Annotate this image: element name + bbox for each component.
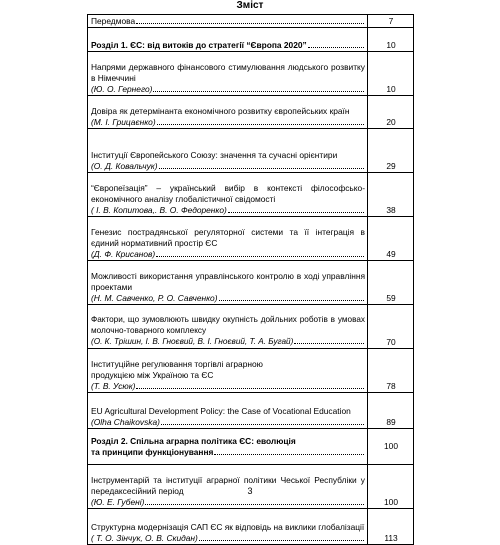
dot-leader xyxy=(136,23,364,24)
dot-leader xyxy=(156,256,364,257)
toc-entry-text: Структурна модернізація САП ЄС як відповідь на виклики глобалізації xyxy=(91,522,365,533)
dot-leader xyxy=(157,124,364,125)
toc-table xyxy=(87,14,414,545)
toc-entry-text: та принципи функціонування xyxy=(91,446,214,457)
toc-entry-page: 7 xyxy=(368,15,414,28)
toc-entry-page: 20 xyxy=(368,96,414,129)
toc-entry-title xyxy=(88,261,368,305)
toc-row xyxy=(88,52,414,96)
page-title: Зміст xyxy=(236,0,264,11)
toc-row xyxy=(88,15,414,28)
toc-entry-page: 59 xyxy=(368,261,414,305)
toc-entry-title xyxy=(88,509,368,545)
toc-entry-page: 100 xyxy=(368,429,414,465)
dot-leader xyxy=(153,91,364,92)
toc-entry-text: “Європеїзація” – український вибір в контексті філософсько-економічного аналізу глобалістичної свідомості xyxy=(91,183,365,205)
toc-row xyxy=(88,305,414,349)
toc-entry-text: Фактори, що зумовлюють швидку окупність дойльних роботів в умовах молочно-товарного комплексу xyxy=(91,315,365,336)
dot-leader xyxy=(199,540,364,541)
toc-entry-page: 38 xyxy=(368,173,414,217)
toc-entry-text: Передмова xyxy=(91,16,136,27)
dot-leader xyxy=(294,343,364,344)
toc-entry-title xyxy=(88,96,368,129)
dot-leader xyxy=(219,300,365,301)
toc-row xyxy=(88,217,414,261)
toc-entry-title xyxy=(88,305,368,349)
dot-leader xyxy=(136,388,364,389)
toc-entry-author: (Т. В. Усюк) xyxy=(91,381,136,392)
toc-entry-text: Генезис пострадянської регуляторної системи та її інтеграція в єдиний нормативний простір ЄС xyxy=(91,227,365,249)
toc-entry-page: 10 xyxy=(368,28,414,52)
dot-leader xyxy=(159,168,365,169)
page-number: 3 xyxy=(247,486,253,496)
toc-entry-text: EU Agricultural Development Policy: the Case of Vocational Education xyxy=(91,406,351,417)
toc-row xyxy=(88,28,414,52)
toc-entry-text: Можливості використання управлінського контролю в ході управління проектами xyxy=(91,271,365,293)
toc-entry-title xyxy=(88,52,368,96)
toc-entry-title xyxy=(88,173,368,217)
toc-entry-page: 49 xyxy=(368,217,414,261)
toc-row xyxy=(88,173,414,217)
toc-entry-author: (Ю. Е. Губені) xyxy=(91,497,145,508)
toc-entry-author: (Ю. О. Гернего) xyxy=(91,84,153,95)
toc-entry-author: ( І. В. Копитова,. В. О. Федоренко) xyxy=(91,205,227,216)
toc-entry-text: Напрями державного фінансового стимулювання людського розвитку в Німеччині xyxy=(91,62,365,84)
dot-leader xyxy=(228,212,364,213)
toc-row xyxy=(88,393,414,429)
toc-entry-title xyxy=(88,15,368,28)
toc-entry-author: (Н. М. Савченко, Р. О. Савченко) xyxy=(91,293,218,304)
dot-leader xyxy=(145,504,364,505)
toc-entry-author: (О. Д. Ковальчук) xyxy=(91,161,158,172)
toc-entry-author: ( Т. О. Зінчук, О. В. Скидан) xyxy=(91,533,198,544)
dot-leader xyxy=(161,424,364,425)
toc-entry-title xyxy=(88,393,368,429)
toc-row xyxy=(88,429,414,465)
toc-entry-page: 89 xyxy=(368,393,414,429)
toc-entry-title xyxy=(88,129,368,173)
toc-row xyxy=(88,261,414,305)
toc-entry-page: 100 xyxy=(368,465,414,509)
toc-section-title xyxy=(88,28,368,52)
toc-entry-author: (О. К. Трішин, І. В. Гноєвий, В. І. Гноєвий, Т. А. Бугай) xyxy=(91,337,294,347)
toc-entry-page: 78 xyxy=(368,349,414,393)
toc-entry-author: (Olha Chaikovska) xyxy=(91,417,160,428)
dot-leader xyxy=(308,47,364,48)
toc-entry-title xyxy=(88,349,368,393)
toc-entry-text: Довіра як детермінанта економічного розвитку європейських країн xyxy=(91,106,350,117)
toc-entry-page: 70 xyxy=(368,305,414,349)
toc-entry-text: Розділ 2. Спільна аграрна політика ЄС: еволюція xyxy=(91,435,296,446)
toc-entry-page: 10 xyxy=(368,52,414,96)
toc-entry-page: 29 xyxy=(368,129,414,173)
toc-entry-text: Інституційне регулювання торгівлі аграрною продукцією між Україною та ЄС xyxy=(91,359,263,381)
dot-leader xyxy=(214,454,364,455)
toc-row xyxy=(88,96,414,129)
toc-entry-author: (Д. Ф. Крисанов) xyxy=(91,249,156,260)
toc-entry-text: Розділ 1. ЄС: від витоків до стратегії “Європа 2020” xyxy=(91,40,307,51)
toc-section-title xyxy=(88,429,368,465)
toc-entry-author: (М. І. Грицаєнко) xyxy=(91,117,156,128)
toc-entry-text: Інструментарій та інституції аграрної політики Чеської Республіки у передаксесійний період xyxy=(91,475,365,497)
toc-row xyxy=(88,509,414,545)
toc-entry-text: Інституції Європейського Союзу: значення та сучасні орієнтири xyxy=(91,150,338,161)
toc-row xyxy=(88,129,414,173)
toc-entry-title xyxy=(88,217,368,261)
toc-row xyxy=(88,349,414,393)
toc-entry-page: 113 xyxy=(368,509,414,545)
